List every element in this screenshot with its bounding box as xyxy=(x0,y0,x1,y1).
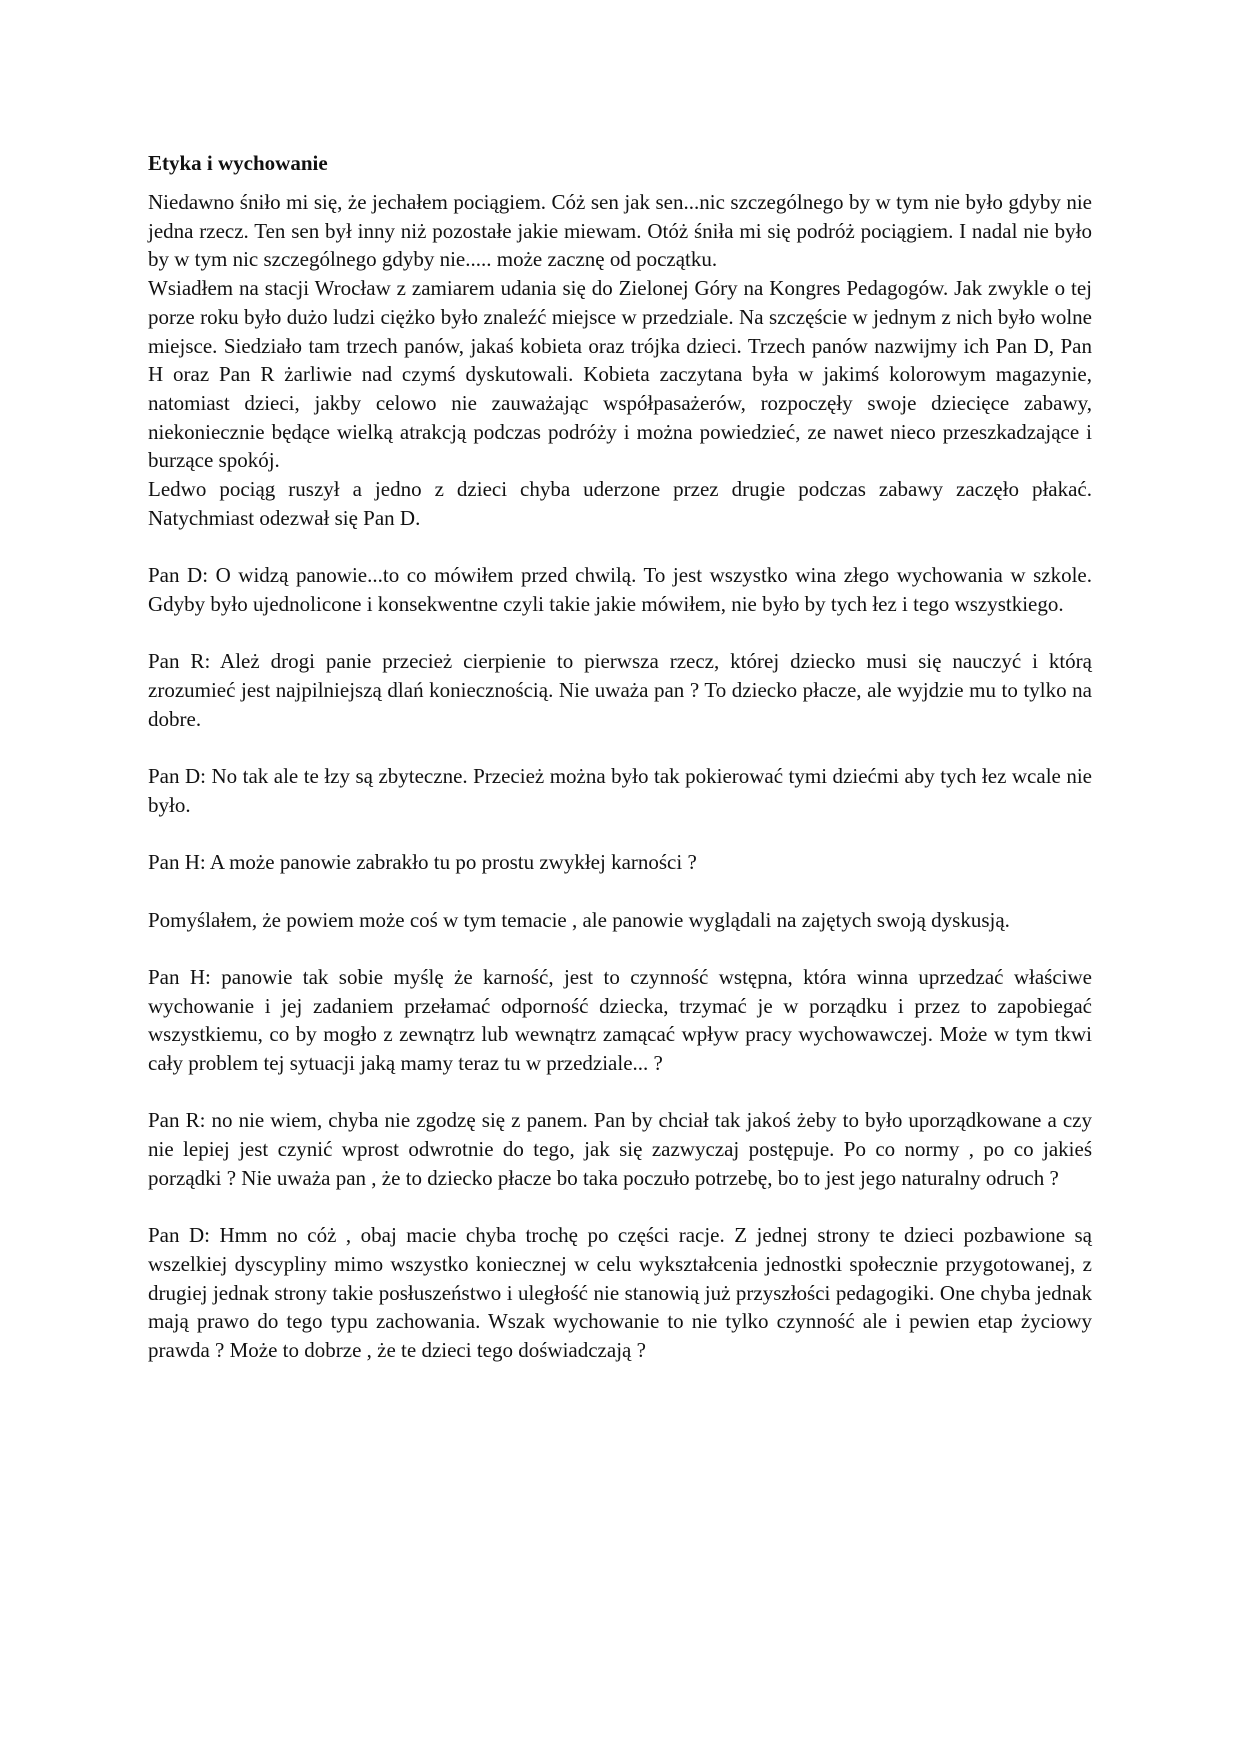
paragraph-pan-r-2: Pan R: no nie wiem, chyba nie zgodzę się z panem. Pan by chciał tak jakoś żeby to było uporządkowane a czy nie lepiej jest czynić wprost odwrotnie do tego, jak się zazwyczaj postępuje. Po co normy , po co jakieś porządki ? Nie uważa pan , że to dziecko płacze bo taka poczuło potrzebę, bo to jest jego naturalny odruch ? xyxy=(148,1108,1092,1190)
paragraph-child-crying: Ledwo pociąg ruszył a jedno z dzieci chyba uderzone przez drugie podczas zabawy zaczęło płakać. Natychmiast odezwał się Pan D. xyxy=(148,477,1092,530)
document-page xyxy=(148,148,1092,1365)
paragraph-pan-d-2: Pan D: No tak ale te łzy są zbyteczne. Przecież można było tak pokierować tymi dziećmi aby tych łez wcale nie było. xyxy=(148,764,1092,817)
document-title: Etyka i wychowanie xyxy=(148,151,328,175)
paragraph-pan-d-1: Pan D: O widzą panowie...to co mówiłem przed chwilą. To jest wszystko wina złego wychowania w szkole. Gdyby było ujednolicone i konsekwentne czyli takie jakie mówiłem, nie było by tych łez i tego wszystkiego. xyxy=(148,563,1092,616)
paragraph-pan-h-1: Pan H: A może panowie zabrakło tu po prostu zwykłej karności ? xyxy=(148,850,697,875)
paragraph-dream-intro: Niedawno śniło mi się, że jechałem pociągiem. Cóż sen jak sen...nic szczególnego by w tym nie było gdyby nie jedna rzecz. Ten sen był inny niż pozostałe jakie miewam. Otóż śniła mi się podróż pociągiem. I nadal nie było by w tym nic szczególnego gdyby nie..... może zacznę od początku. xyxy=(148,190,1092,272)
paragraph-train-compartment: Wsiadłem na stacji Wrocław z zamiarem udania się do Zielonej Góry na Kongres Pedagogów. Jak zwykle o tej porze roku było dużo ludzi ciężko było znaleźć miejsce w przedziale. Na szczęście w jednym z nich było wolne miejsce. Siedziało tam trzech panów, jakaś kobieta oraz trójka dzieci. Trzech panów nazwijmy ich Pan D, Pan H oraz Pan R żarliwie nad czymś dyskutowali. Kobieta zaczytana była w jakimś kolorowym magazynie, natomiast dzieci, jakby celowo nie zauważając współpasażerów, rozpoczęły swoje dziecięce zabawy, niekoniecznie będące wielką atrakcją podczas podróży i można powiedzieć, ze nawet nieco przeszkadzające i burzące spokój. xyxy=(148,276,1092,473)
paragraph-narrator-thought: Pomyślałem, że powiem może coś w tym temacie , ale panowie wyglądali na zajętych swoją dyskusją. xyxy=(148,907,1010,932)
paragraph-pan-d-3: Pan D: Hmm no cóż , obaj macie chyba trochę po części racje. Z jednej strony te dzieci pozbawione są wszelkiej dyscypliny mimo wszystko koniecznej w celu wykształcenia jednostki społecznie przygotowanej, z drugiej jednak strony takie posłuszeństwo i uległość nie stanowią już przyszłości pedagogiki. One chyba jednak mają prawo do tego typu zachowania. Wszak wychowanie to nie tylko czynność ale i pewien etap życiowy prawda ? Może to dobrze , że te dzieci tego doświadczają ? xyxy=(148,1223,1092,1362)
paragraph-pan-r-1: Pan R: Ależ drogi panie przecież cierpienie to pierwsza rzecz, której dziecko musi się nauczyć i którą zrozumieć jest najpilniejszą dlań koniecznością. Nie uważa pan ? To dziecko płacze, ale wyjdzie mu to tylko na dobre. xyxy=(148,649,1092,731)
paragraph-pan-h-2: Pan H: panowie tak sobie myślę że karność, jest to czynność wstępna, która winna uprzedzać właściwe wychowanie i jej zadaniem przełamać odporność dziecka, trzymać je w porządku i przez to zapobiegać wszystkiemu, co by mogło z zewnątrz lub wewnątrz zamącać wpływ pracy wychowawczej. Może w tym tkwi cały problem tej sytuacji jaką mamy teraz tu w przedziale... ? xyxy=(148,964,1092,1075)
